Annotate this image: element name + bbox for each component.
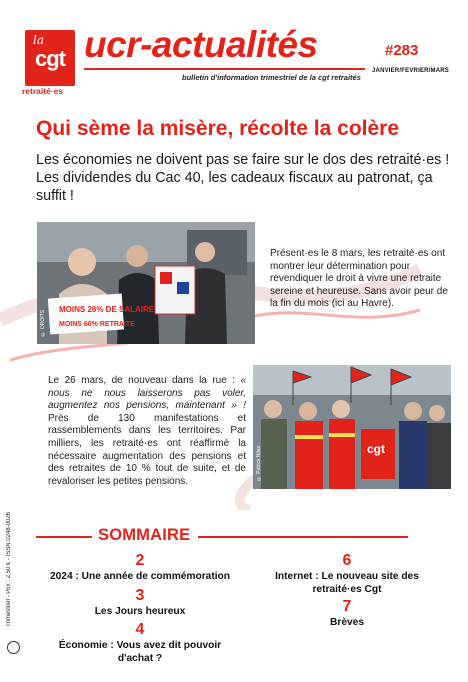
masthead-rule	[84, 68, 365, 70]
photo2-credit: © Patrick Nilas	[256, 445, 262, 481]
body-intro: Le 26 mars, de nouveau dans la rue :	[48, 375, 235, 386]
sommaire-rule-left	[36, 536, 92, 538]
body-rest: Près de 130 manifestations et rassemblements dans les territoires. Par milliers, les retraité·es ont réaffirmé la nécessaire augmentation des pensions et des retraites de 10 % tout de suite, et de revaloriser les petites pensions.	[48, 412, 246, 487]
logo-subtitle: retraité·es	[22, 86, 64, 96]
protest-photo-march-26-illustration	[253, 365, 451, 489]
masthead-title: ucr-actualités	[84, 24, 318, 65]
issue-number: #283	[385, 42, 419, 59]
lead-paragraph: Les économies ne doivent pas se faire sur le dos des retraité·es ! Les dividendes du Cac 40, les cadeaux fiscaux au patronat, ça suffit !	[36, 152, 450, 204]
protest-sign-salaire: MOINS 26% DE SALAIRE	[59, 305, 155, 314]
masthead-subtitle: bulletin d'information trimestriel de la cgt retraités	[182, 73, 361, 82]
sommaire-item-3-number: 3	[135, 587, 145, 604]
sommaire-title: SOMMAIRE	[98, 526, 191, 544]
protest-photo-march-26	[253, 365, 451, 489]
cgt-banner-text: cgt	[367, 442, 385, 456]
cgt-logo	[25, 30, 75, 86]
sommaire-item-7-number: 7	[342, 598, 352, 615]
sommaire-item-7-label[interactable]: Brèves	[330, 617, 364, 628]
logo-la: la	[33, 33, 44, 47]
photo1-credit: © DROITS	[40, 309, 46, 336]
body-paragraph	[48, 375, 246, 488]
price-issn-note: Trimestriel - Prix : 2,50 € - ISSN 0248-0026	[6, 512, 12, 627]
sommaire-item-6-label[interactable]: Internet : Le nouveau site des retraité·es Cgt	[275, 571, 419, 595]
headline: Qui sème la misère, récolte la colère	[36, 117, 400, 140]
sommaire-item-6-number: 6	[342, 552, 352, 569]
protest-photo-le-havre	[37, 222, 255, 344]
sommaire-item-2-label[interactable]: 2024 : Une année de commémoration	[49, 571, 231, 582]
sommaire-item-4-number: 4	[135, 621, 145, 638]
body-quote: « nous ne nous laisserons pas voler, augmentez nos pensions, maintenant » !	[48, 375, 246, 412]
issue-date: JANVIER/FEVRIER/MARS	[372, 68, 450, 74]
protest-sign-retraite: MOINS 60% RETRAITE	[59, 321, 135, 328]
sommaire-item-2-number: 2	[135, 552, 145, 569]
sommaire-item-3-label[interactable]: Les Jours heureux	[94, 606, 186, 617]
sommaire-item-4-label[interactable]: Économie : Vous avez dit pouvoir d'achat ?	[58, 640, 222, 664]
protest-photo-le-havre-illustration	[37, 222, 255, 344]
recycle-mark-icon	[7, 641, 20, 654]
sommaire-rule-right	[198, 536, 408, 538]
logo-cgt: cgt	[35, 46, 65, 71]
photo1-caption: Présent·es le 8 mars, les retraité·es ont montrer leur détermination pour revendiquer le droit à vivre une retraite sereine et heureuse. Sans avoir peur de la fin du mois (ici au Havre).	[270, 248, 448, 310]
